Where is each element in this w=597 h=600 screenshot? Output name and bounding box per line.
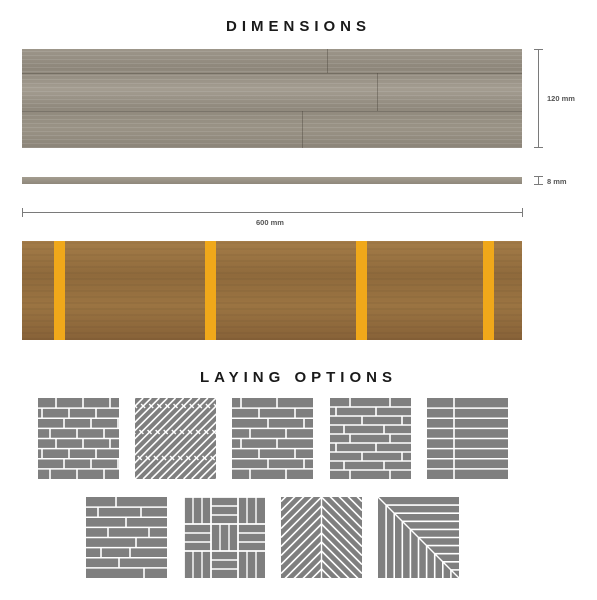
thickness-label: 8 mm [547, 177, 567, 186]
height-dimension-line [538, 49, 539, 148]
brick-bond-icon [38, 398, 119, 479]
staggered-bond-icon [232, 398, 313, 479]
herringbone-icon [281, 497, 362, 578]
height-label: 120 mm [547, 94, 575, 103]
brick-bond-icon [330, 398, 411, 479]
plank-back-image [22, 241, 522, 340]
adhesive-strip-4 [483, 241, 494, 340]
random-bond-icon [86, 497, 167, 578]
plank-edge-image [22, 177, 522, 184]
laying-options-title: LAYING OPTIONS [200, 369, 397, 386]
length-label: 600 mm [256, 218, 284, 227]
dimensions-title: DIMENSIONS [225, 18, 371, 35]
plank-face-image [22, 49, 522, 148]
adhesive-strip-1 [54, 241, 65, 340]
diagonal-bond-icon [135, 398, 216, 479]
length-dimension-line [22, 212, 523, 213]
adhesive-strip-3 [356, 241, 367, 340]
adhesive-strip-2 [205, 241, 216, 340]
straight-stack-icon [427, 398, 508, 479]
frame-corner-icon [378, 497, 459, 578]
basket-weave-icon [184, 497, 265, 578]
